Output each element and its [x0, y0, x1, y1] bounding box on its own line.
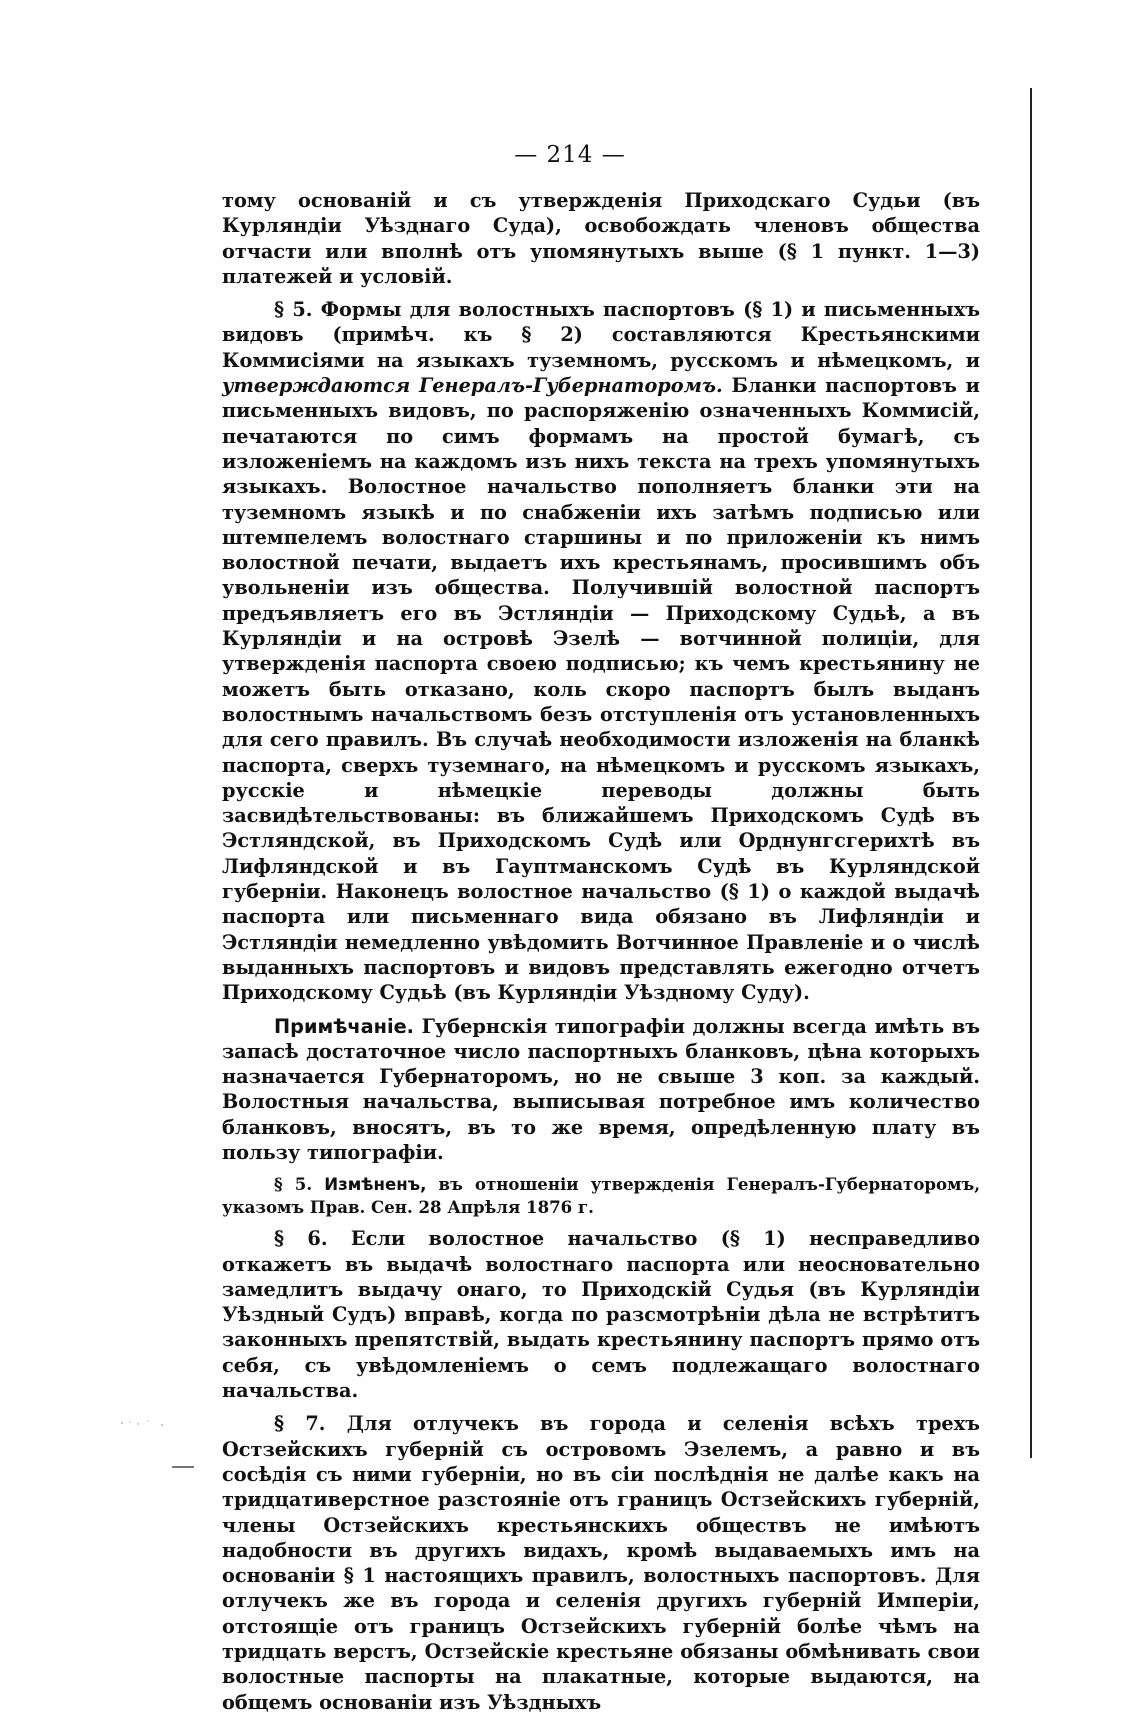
section-5-opening: § 5. Формы для волостныхъ паспортовъ (§ 1) и письменныхъ видовъ (примѣч. къ § 2) составляются Крестьянскими Коммисіями на языкахъ туземномъ, русскомъ и нѣмецкомъ, и — [222, 298, 980, 372]
document-body — [222, 188, 980, 1723]
amendment-label: Измѣненъ, — [324, 1175, 427, 1195]
paragraph-section-6: § 6. Если волостное начальство (§ 1) несправедливо откажетъ въ выдачѣ волостнаго паспорта или неосновательно замедлитъ выдачу онаго, то Приходскій Судья (въ Курляндіи Уѣздный Судъ) вправѣ, когда по разсмотрѣніи дѣла не встрѣтитъ законныхъ препятствій, выдать крестьянину паспортъ прямо отъ себя, съ увѣдомленіемъ о семъ подлежащаго волостнаго начальства. — [222, 1227, 980, 1403]
page-edge-rule — [1030, 88, 1032, 1458]
amendment-note — [222, 1173, 980, 1218]
page-number: — 214 — — [514, 142, 626, 168]
paragraph-continuation: тому основаній и съ утвержденія Приходскаго Судьи (въ Курляндіи Уѣзднаго Суда), освобождать членовъ общества отчасти или вполнѣ отъ упомянутыхъ выше (§ 1 пункт. 1—3) платежей и условій. — [222, 189, 980, 288]
scan-specks — [118, 1418, 178, 1428]
section-5-body: Бланки паспортовъ и письменныхъ видовъ, по распоряженію означенныхъ Коммисій, печатаются по симъ формамъ на простой бумагѣ, съ изложеніемъ на каждомъ изъ нихъ текста на трехъ упомянутыхъ языкахъ. Волостное начальство пополняетъ бланки эти на туземномъ языкѣ и по снабженіи ихъ затѣмъ подписью или штемпелемъ волостнаго старшины и по приложеніи къ нимъ волостной печати, выдаетъ ихъ крестьянамъ, просившимъ объ увольненіи изъ общества. Получившій волостной паспортъ предъявляетъ его въ Эстляндіи — Приходскому Судьѣ, а въ Курляндіи и на островѣ Эзелѣ — вотчинной полиціи, для утвержденія паспорта своею подписью; къ чемъ крестьянину не можетъ быть отказано, коль скоро паспортъ былъ выданъ волостнымъ начальствомъ безъ отступленія отъ установленныхъ для сего правилъ. Въ случаѣ необходимости изложенія на бланкѣ паспорта, сверхъ туземнаго, на нѣмецкомъ и русскомъ языкахъ, русскіе и нѣмецкіе переводы должны быть засвидѣтельствованы: въ ближайшемъ Приходскомъ Судѣ въ Эстляндской, въ Приходскомъ Судѣ или Орднунгсгерихтѣ въ Лифляндской и въ Гауптманскомъ Судѣ въ Курляндской губерніи. Наконецъ волостное начальство (§ 1) о каждой выдачѣ паспорта или письменнаго вида обязано въ Лифляндіи и Эстляндіи немедленно увѣдомить Вотчинное Правленіе и о числѣ выданныхъ паспортовъ и видовъ представлять ежегодно отчетъ Приходскому Судьѣ (въ Курляндіи Уѣздному Суду). — [222, 374, 980, 1005]
note-paragraph — [222, 1014, 980, 1166]
amendment-body: въ отношеніи утвержденія Генералъ-Губернаторомъ, указомъ Прав. Сен. 28 Апрѣля 1876 г. — [222, 1174, 980, 1218]
amendment-section-ref: § 5. — [274, 1174, 313, 1195]
paragraph-section-5 — [222, 297, 980, 1005]
section-5-italic-phrase: утверждаются Генералъ-Губернаторомъ. — [222, 374, 723, 398]
note-label: Примѣчаніе. — [274, 1014, 414, 1038]
paragraph-section-7: § 7. Для отлучекъ въ города и селенія всѣхъ трехъ Остзейскихъ губерній съ островомъ Эзелемъ, а равно и въ сосѣдія съ ними губерніи, но въ сіи послѣднія не далѣе какъ на тридцативерстное разстояніе отъ границъ Остзейскихъ губерній, члены Остзейскихъ крестьянскихъ обществъ не имѣютъ надобности въ другихъ видахъ, кромѣ выдаваемыхъ имъ на основаніи § 1 настоящихъ правилъ, волостныхъ паспортовъ. Для отлучекъ же въ города и селенія другихъ губерній Имперіи, отстоящіе отъ границъ Остзейскихъ губерній болѣе чѣмъ на тридцать верстъ, Остзейскіе крестьяне обязаны обмѣнивать свои волостные паспорты на плакатные, которые выдаются, на общемъ основаніи изъ Уѣздныхъ — [222, 1412, 980, 1714]
scan-mark — [172, 1466, 194, 1468]
note-body: Губернскія типографіи должны всегда имѣть въ запасѣ достаточное число паспортныхъ бланковъ, цѣна которыхъ назначается Губернаторомъ, но не свыше 3 коп. за каждый. Волостныя начальства, выписывая потребное имъ количество бланковъ, вносятъ, въ то же время, опредѣленную плату въ пользу типографіи. — [222, 1014, 981, 1164]
